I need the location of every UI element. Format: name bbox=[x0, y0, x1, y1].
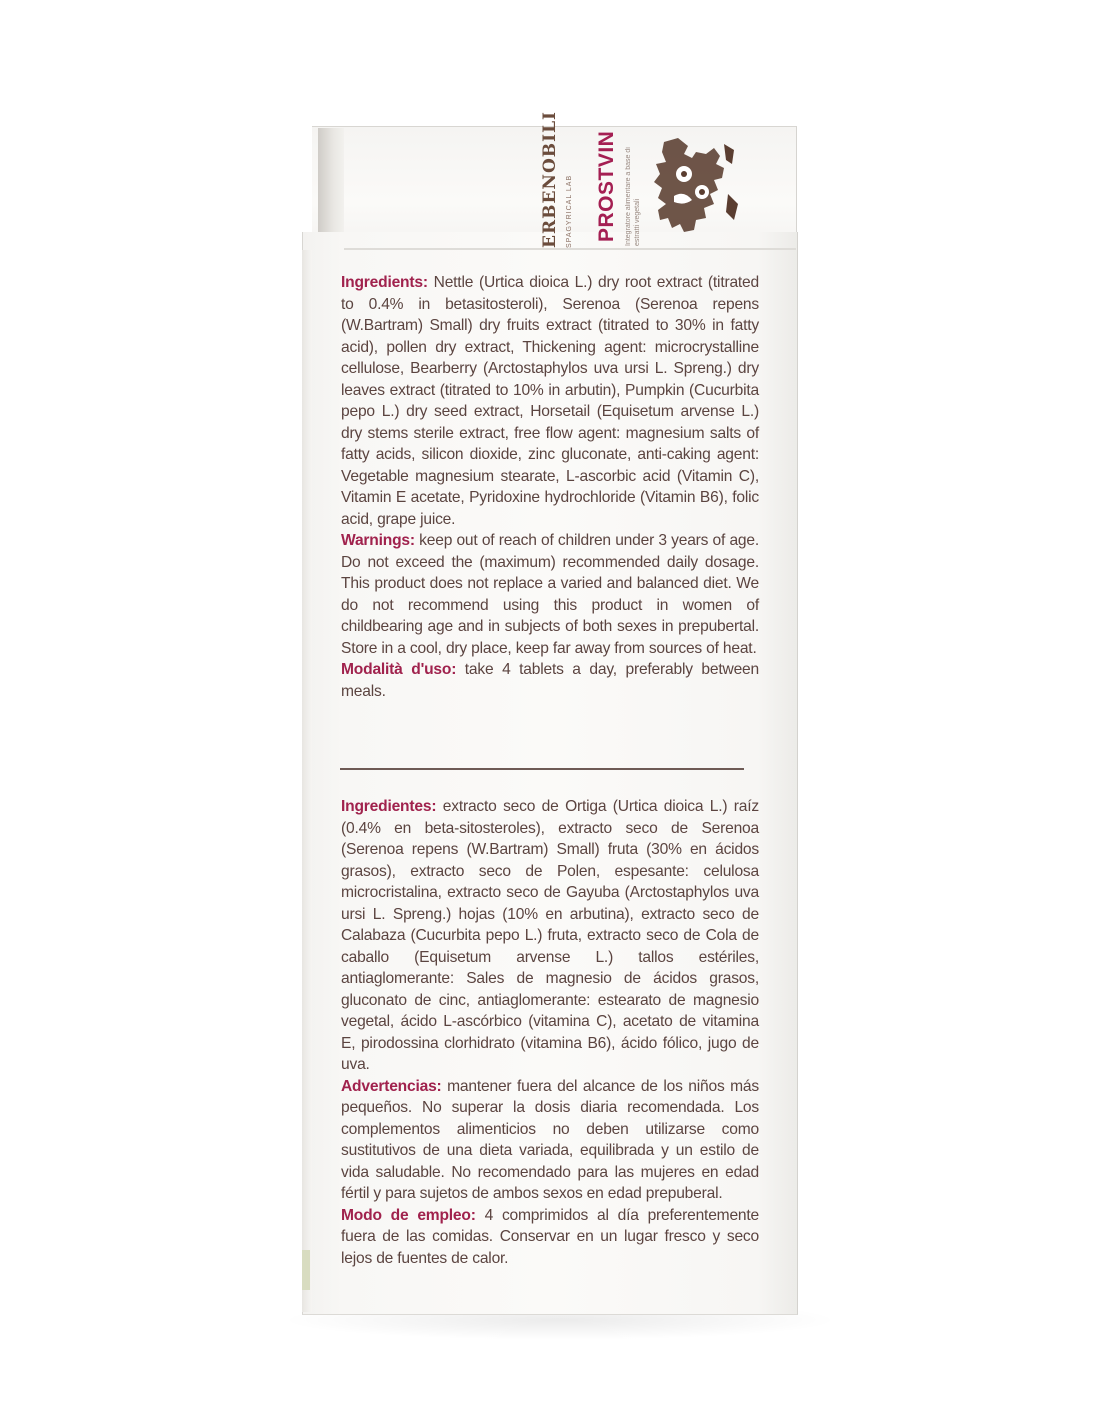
english-usage-text: take 4 tablets a day, preferably between meals. bbox=[341, 661, 759, 700]
brand-subtitle: SPAGYRICAL LAB bbox=[566, 174, 573, 248]
spanish-warnings bbox=[341, 1076, 759, 1205]
english-ingredients-text: Nettle (Urtica dioica L.) dry root extract (titrated to 0.4% in betasitosteroli), Serenoa (Serenoa repens (W.Bartram) Small) dry fruits extract (titrated to 30% in fatty acid), pollen dry extract, Thickening agent: microcrystalline cellulose, Bearberry (Arctostaphylos uva ursi L. Spreng.) dry leaves extract (titrated to 10% in arbutin), Pumpkin (Cucurbita pepo L.) dry seed extract, Horsetail (Equisetum arvense L.) dry stems sterile extract, free flow agent: magnesium salts of fatty acids, silicon dioxide, zinc gluconate, anti-caking agent: Vegetable magnesium stearate, L-ascorbic acid (Vitamin C), Vitamin E acetate, Pyridoxine hydrochloride (Vitamin B6), folic acid, grape juice. bbox=[341, 274, 759, 528]
box-fold-line bbox=[344, 248, 796, 250]
english-usage-label: Modalità d'uso: bbox=[341, 661, 457, 678]
spanish-ingredients bbox=[341, 796, 759, 1076]
spanish-ingredients-label: Ingredientes: bbox=[341, 798, 437, 815]
product-name: PROSTVIN bbox=[595, 130, 618, 242]
spanish-ingredients-text: extracto seco de Ortiga (Urtica dioica L.) raíz (0.4% en beta-sitosteroles), extracto seco de Serenoa (Serenoa repens (W.Bartram) Small) fruta (30% en ácidos grasos), extracto seco de Polen, espesante: celulosa microcristalina, extracto seco de Gayuba (Arctostaphylos uva ursi L. Spreng.) hojas (10% en arbutina), extracto seco de Calabaza (Cucurbita pepo L.) fruta, extracto seco de Cola de caballo (Equisetum arvense L.) tallos estériles, antiaglomerante: Sales de magnesio de ácidos grasos, gluconato de cinc, antiaglomerante: estearato de magnesio vegetal, ácido L-ascórbico (vitamina C), acetato de vitamina E, pirodossina clorhidrato (vitamina B6), ácido fólico, jugo de uva. bbox=[341, 798, 759, 1073]
section-divider bbox=[340, 768, 744, 770]
box-edge-tint bbox=[302, 1250, 310, 1290]
brand-name: ERBENOBILI bbox=[540, 111, 560, 248]
english-label-block bbox=[341, 272, 759, 702]
english-warnings bbox=[341, 530, 759, 659]
product-subtitle: Integratore alimentare a base di estratti vegetali bbox=[625, 147, 641, 246]
english-warnings-label: Warnings: bbox=[341, 532, 415, 549]
box-left-edge bbox=[302, 250, 312, 1312]
spanish-usage-text: 4 comprimidos al día preferentemente fuera de las comidas. Conservar en un lugar fresco y seco lejos de fuentes de calor. bbox=[341, 1206, 760, 1267]
spanish-usage bbox=[341, 1205, 759, 1270]
spanish-warnings-text: mantener fuera del alcance de los niños más pequeños. No superar la dosis diaria recomendada. Los complementos alimenticios no deben utilizarse como sustitutivos de una dieta variada, equilibrada y un estilo de vida saludable. No recomendado para las mujeres en edad fértil y para sujetos de ambos sexos en edad prepuberal. bbox=[341, 1077, 759, 1202]
english-ingredients-label: Ingredients: bbox=[341, 274, 428, 291]
english-usage bbox=[341, 659, 759, 702]
english-warnings-text: keep out of reach of children under 3 years of age. Do not exceed the (maximum) recommended daily dosage. This product does not replace a varied and balanced diet. We do not recommend using this product in women of childbearing age and in subjects of both sexes in prepubertal. Store in a cool, dry place, keep far away from sources of heat. bbox=[341, 532, 759, 657]
spanish-warnings-label: Advertencias: bbox=[341, 1077, 442, 1095]
english-ingredients bbox=[341, 272, 759, 530]
spanish-usage-label: Modo de empleo: bbox=[341, 1206, 476, 1224]
horse-and-figures-logo-icon bbox=[644, 134, 740, 246]
spanish-label-block bbox=[341, 796, 759, 1269]
